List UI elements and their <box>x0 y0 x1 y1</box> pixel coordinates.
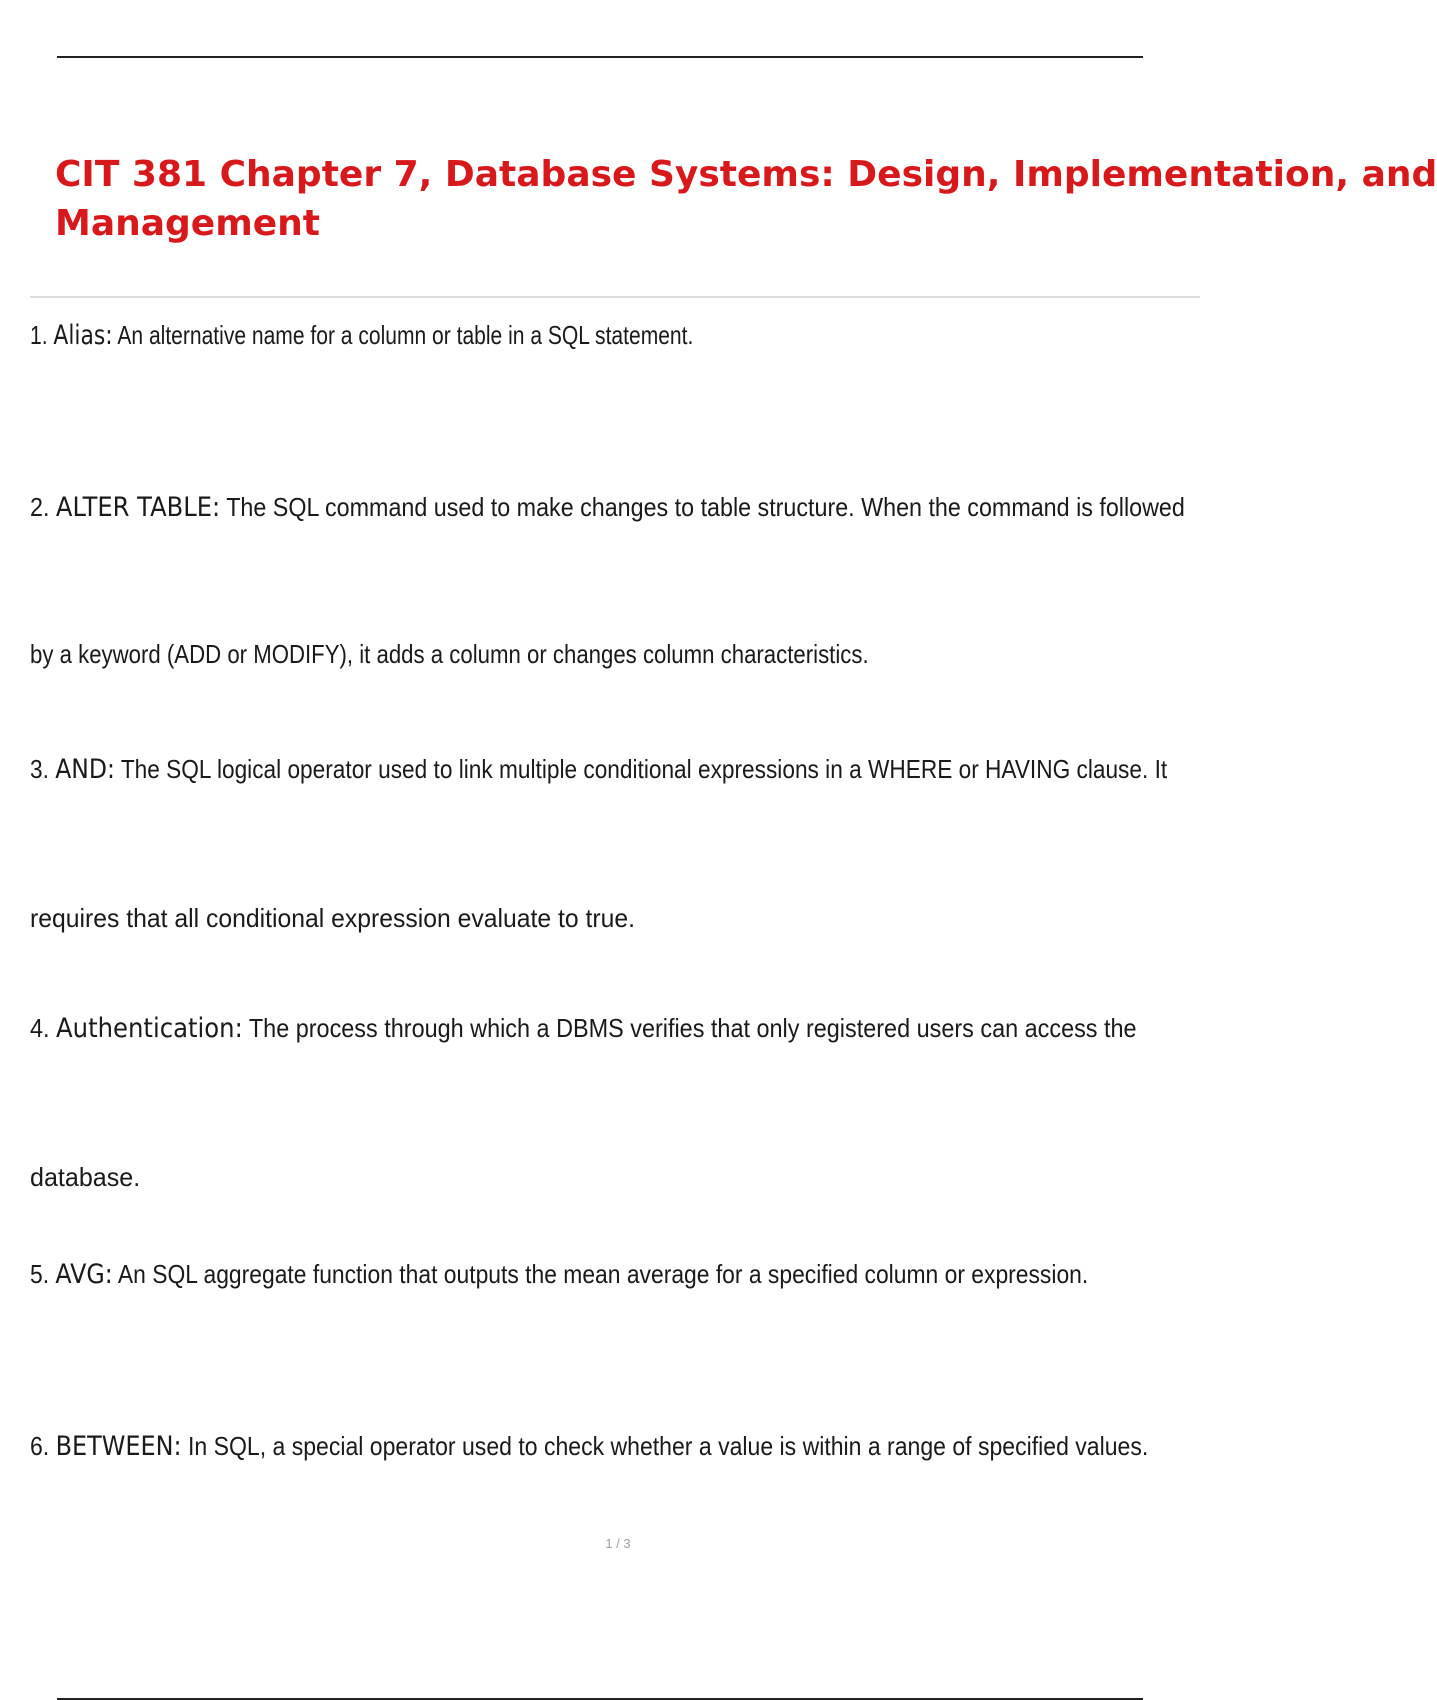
title-divider <box>30 296 1200 298</box>
page-indicator: 1 / 3 <box>605 1536 631 1551</box>
term-number: 6. <box>30 1431 50 1461</box>
document-title <box>55 150 1437 248</box>
term-entry-2 <box>30 492 1185 523</box>
term-definition: An SQL aggregate function that outputs the mean average for a specified column or expression. <box>117 1259 1089 1289</box>
term-entry-4-continuation: database. <box>30 1162 141 1192</box>
term-number: 2. <box>30 492 50 522</box>
term-entry-6 <box>30 1431 1148 1462</box>
term-entry-2-continuation: by a keyword (ADD or MODIFY), it adds a column or changes column characteristics. <box>30 639 869 669</box>
term-number: 4. <box>30 1013 50 1043</box>
term-name: BETWEEN: <box>55 1431 182 1462</box>
top-rule <box>57 56 1143 58</box>
term-name: ALTER TABLE: <box>55 492 221 523</box>
document-title-line-1: CIT 381 Chapter 7, Database Systems: Design, Implementation, and <box>55 154 1437 195</box>
term-entry-3-continuation: requires that all conditional expression evaluate to true. <box>30 903 635 933</box>
term-entry-3 <box>30 754 1167 785</box>
document-title-line-2: Management <box>55 203 320 244</box>
term-number: 3. <box>30 754 49 784</box>
term-name: Authentication: <box>56 1013 243 1044</box>
term-definition: The SQL command used to make changes to table structure. When the command is followed <box>226 492 1185 522</box>
term-definition: In SQL, a special operator used to check whether a value is within a range of specified values. <box>187 1431 1149 1461</box>
term-entry-1 <box>30 320 693 351</box>
term-definition: An alternative name for a column or table in a SQL statement. <box>117 320 694 350</box>
term-number: 5. <box>30 1259 50 1289</box>
term-number: 1. <box>30 320 48 350</box>
term-entry-4 <box>30 1013 1137 1044</box>
term-definition: The SQL logical operator used to link multiple conditional expressions in a WHERE or HAVING clause. It <box>120 754 1168 784</box>
term-name: AND: <box>55 754 115 785</box>
term-name: Alias: <box>53 320 113 351</box>
term-entry-5 <box>30 1259 1088 1290</box>
term-name: AVG: <box>55 1259 113 1290</box>
term-definition: The process through which a DBMS verifies that only registered users can access the <box>248 1013 1137 1043</box>
